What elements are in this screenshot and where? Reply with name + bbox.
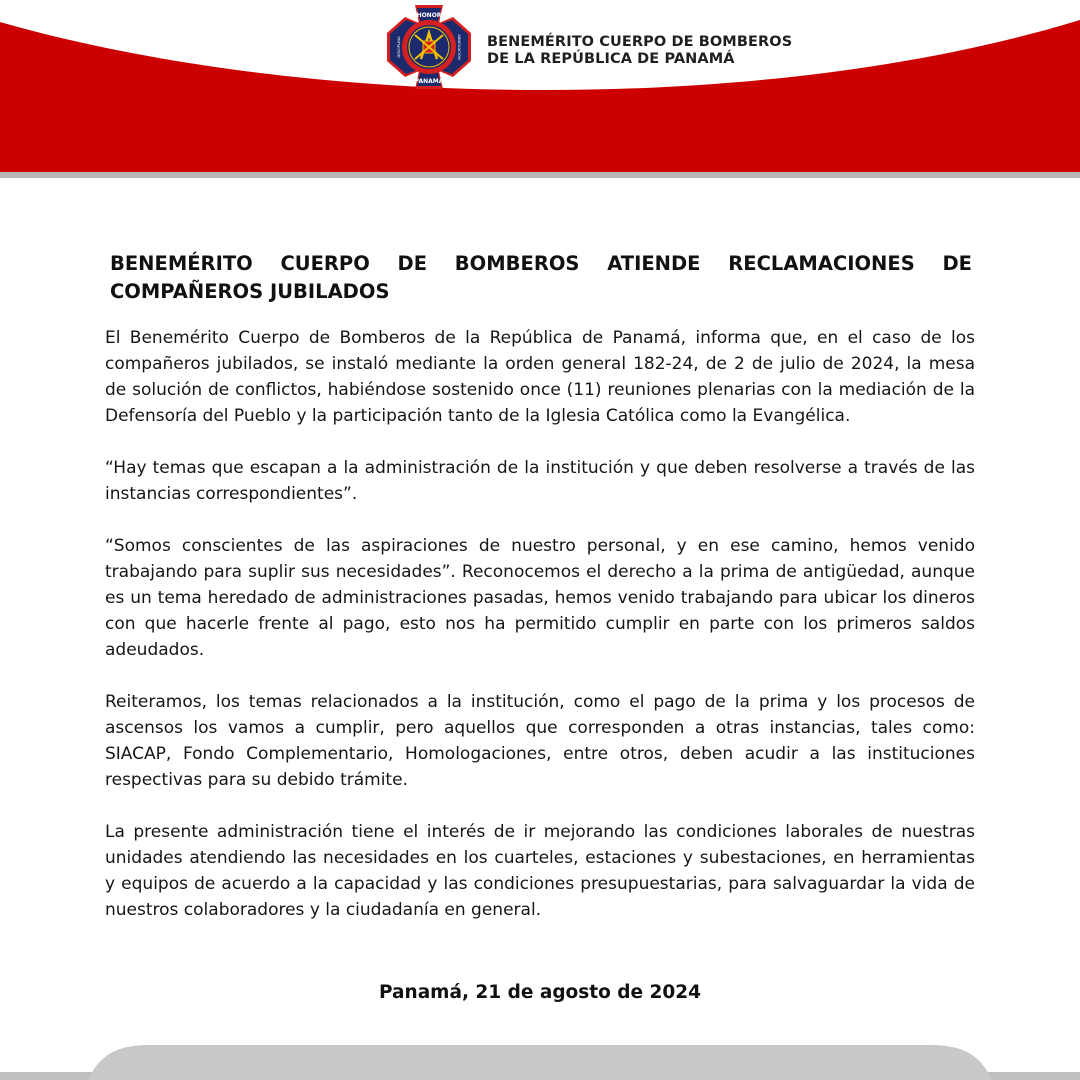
svg-text:PANAMA: PANAMA — [414, 78, 444, 85]
body-paragraph: Reiteramos, los temas relacionados a la institución, como el pago de la prima y los procesos de ascensos los vamos a cumplir, pero aquellos que corresponden a otras instancias, tales como: SIACAP, Fondo Complementario, Homologaciones, entre otros, deben acudir a las instituciones respectivas para su debido trámite. — [105, 692, 975, 790]
press-release-title: BENEMÉRITO CUERPO DE BOMBEROS ATIENDE RECLAMACIONES DE COMPAÑEROS JUBILADOS — [110, 252, 972, 303]
organization-name-line1: BENEMÉRITO CUERPO DE BOMBEROS — [487, 34, 793, 50]
body-paragraph: “Somos conscientes de las aspiraciones de nuestro personal, y en ese camino, hemos venido trabajando para suplir sus necesidades”. Reconocemos el derecho a la prima de antigüedad, aunque es un tema heredado de administraciones pasadas, hemos venido trabajando para ubicar los dineros con que hacerle frente al pago, esto nos ha permitido cumplir en parte con los primeros saldos adeudados. — [105, 536, 975, 660]
press-release-body — [105, 325, 975, 949]
body-paragraph: El Benemérito Cuerpo de Bomberos de la República de Panamá, informa que, en el caso de los compañeros jubilados, se instaló mediante la orden general 182-24, de 2 de julio de 2024, la mesa de solución de conflictos, habiéndose sostenido once (11) reuniones plenarias con la mediación de la Defensoría del Pueblo y la participación tanto de la Iglesia Católica como la Evangélica. — [105, 328, 975, 426]
organization-name — [487, 34, 792, 68]
footer-gray-tab — [0, 1040, 1080, 1080]
svg-text:HONOR: HONOR — [416, 12, 442, 19]
header-banner — [0, 0, 1080, 180]
body-paragraph: La presente administración tiene el interés de ir mejorando las condiciones laborales de nuestras unidades atendiendo las necesidades en los cuarteles, estaciones y subestaciones, en herramientas y equipos de acuerdo a la capacidad y las condiciones presupuestarias, para salvaguardar la vida de nuestros colaboradores y la ciudadanía en general. — [105, 822, 975, 920]
body-paragraph: “Hay temas que escapan a la administración de la institución y que deben resolverse a través de las instancias correspondientes”. — [105, 458, 975, 504]
date-signoff: Panamá, 21 de agosto de 2024 — [378, 982, 701, 1003]
organization-name-line2: DE LA REPÚBLICA DE PANAMÁ — [487, 51, 735, 67]
header-wave-background — [0, 0, 1080, 180]
svg-text:DISCIPLINA: DISCIPLINA — [396, 36, 401, 58]
footer-decoration — [0, 1040, 1080, 1080]
fire-department-logo — [385, 3, 473, 91]
svg-text:ABNEGACIÓN: ABNEGACIÓN — [457, 34, 462, 60]
maltese-cross-emblem — [385, 3, 473, 91]
